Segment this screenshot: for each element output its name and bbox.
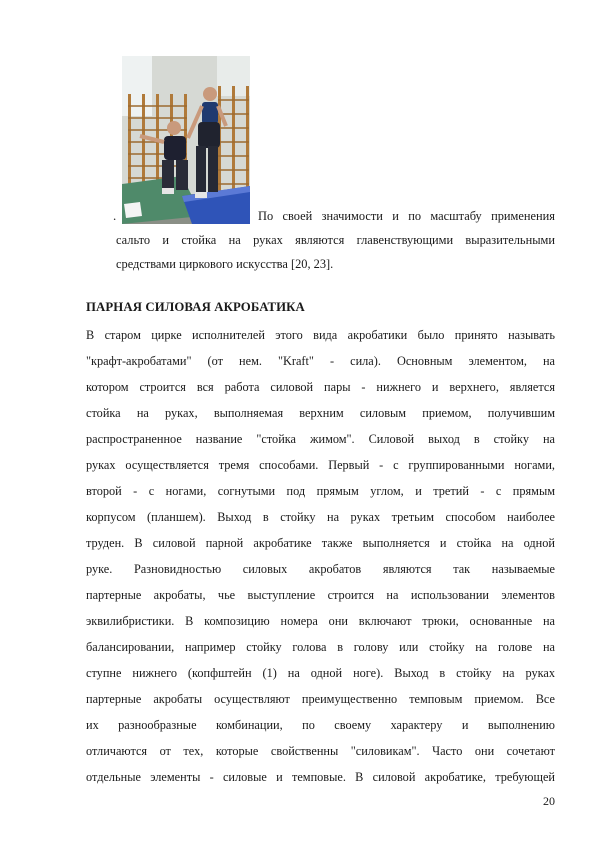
body-line: руках осуществляется тремя способами. Первый - с группированными ногами, [86, 458, 555, 472]
body-line: труден. В силовой парной акробатике также выполняется и стойка на одной [86, 536, 555, 550]
body-line: В старом цирке исполнителей этого вида акробатики было принято называть [86, 328, 555, 342]
caption-first-line: По своей значимости и по масштабу применения [258, 209, 555, 223]
body-line: партерные акробаты осуществляют преимущественно темповым приемом. Все [86, 692, 555, 706]
body-line: эквилибристики. В композицию номера они включают трюки, основанные на [86, 614, 555, 628]
section-heading: ПАРНАЯ СИЛОВАЯ АКРОБАТИКА [86, 300, 305, 314]
acrobats-photo [122, 56, 250, 224]
body-line: корпусом (планшем). Выход в стойку на руках третьим способом наиболее [86, 510, 555, 524]
caption-bullet: . [113, 208, 117, 223]
body-line: котором строится вся работа силовой пары - нижнего и верхнего, является [86, 380, 555, 394]
caption-line: средствами циркового искусства [20, 23]. [116, 257, 334, 271]
body-line: ступне нижнего (копфштейн (1) на одной ноге). Выход в стойку на руках [86, 666, 555, 680]
body-line: второй - с ногами, согнутыми под прямым углом, и третий - с прямым [86, 484, 555, 498]
body-line: "крафт-акробатами" (от нем. "Kraft" - сила). Основным элементом, на [86, 354, 555, 368]
page-number: 20 [543, 794, 555, 808]
body-paragraph [86, 322, 555, 790]
caption-text [116, 228, 555, 276]
caption-line: сальто и стойка на руках являются главенствующими выразительными [116, 233, 555, 247]
body-line: балансировании, например стойку голова в голову или стойку на голове на [86, 640, 555, 654]
body-line: руке. Разновидностью силовых акробатов являются так называемые [86, 562, 555, 576]
acrobats-photo-image [122, 56, 250, 224]
body-line: отдельные элементы - силовые и темповые. В силовой акробатике, требующей [86, 770, 555, 784]
body-line: отличаются от тех, которые свойственны "силовикам". Часто они сочетают [86, 744, 555, 758]
body-line: их разнообразные комбинации, по своему характеру и выполнению [86, 718, 555, 732]
body-line: распространенное название "стойка жимом". Силовой выход в стойку на [86, 432, 555, 446]
body-line: партерные акробаты, чье выступление строится на использовании элементов [86, 588, 555, 602]
body-line: стойка на руках, выполняемая верхним силовым приемом, получившим [86, 406, 555, 420]
